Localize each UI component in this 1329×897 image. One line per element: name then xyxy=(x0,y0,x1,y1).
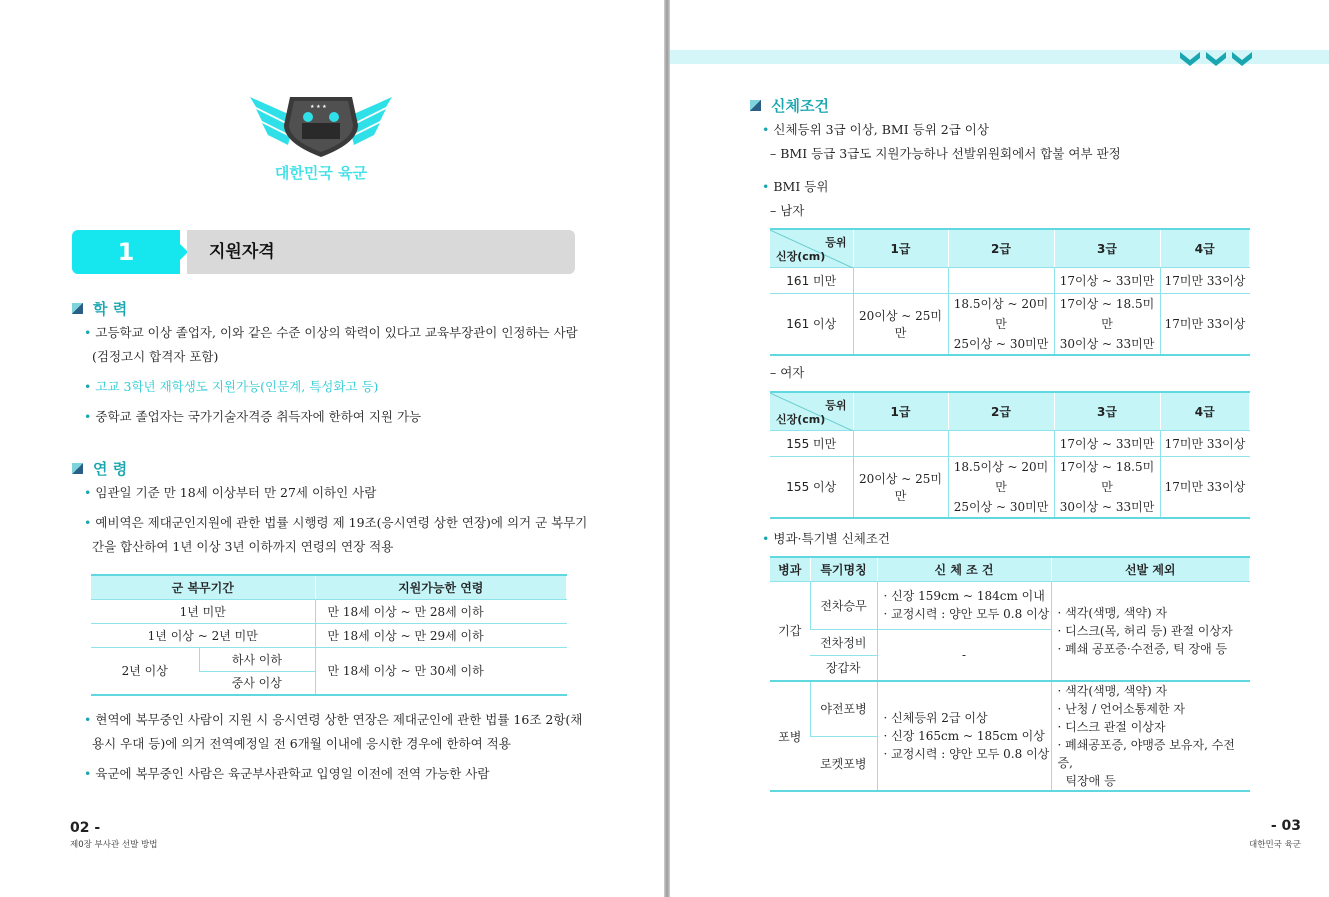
section-marker-icon xyxy=(750,100,761,111)
table-row: 기갑 전차승무 · 신장 159cm ~ 184cm 이내 · 교정시력 : 양안 모두 0.8 이상 · 색각(색맹, 색약) 자 · 디스크(목, 허리 등) 관절 이상자 · 폐쇄 공포증·수전증, 틱 장애 등 xyxy=(770,581,1250,629)
section-marker-icon xyxy=(72,303,83,314)
table-row: 1년 이상 ~ 2년 미만 만 18세 이상 ~ 만 29세 이하 xyxy=(91,623,567,647)
table-header: 2급 xyxy=(948,392,1054,430)
table-header: 2급 xyxy=(948,229,1054,267)
table-header: 특기명칭 xyxy=(810,557,877,581)
age-item-1: • 임관일 기준 만 18세 이상부터 만 27세 이하인 사람 xyxy=(84,485,377,500)
education-item-2: • 고교 3학년 재학생도 지원가능(인문계, 특성화고 등) xyxy=(84,379,379,394)
table-row: 포병 야전포병 · 신체등위 2급 이상 · 신장 165cm ~ 185cm 이상 · 교정시력 : 양안 모두 0.8 이상 · 색각(색맹, 색약) 자 · 난청 / 언어소통제한 자 · 디스크 관절 이상자 · 폐쇄공포증, 야맹증 보유자, 수전증, 틱장애 등 xyxy=(770,681,1250,736)
body-line-1: • 신체등위 3급 이상, BMI 등위 2급 이상 xyxy=(762,122,989,137)
education-item-1-cont: (검정고시 합격자 포함) xyxy=(92,349,219,364)
cond-label: • 병과·특기별 신체조건 xyxy=(762,531,890,546)
diag-header: 등위 신장(cm) xyxy=(770,392,853,430)
section-body-heading: 신체조건 xyxy=(750,95,829,116)
chapter-number: 1 xyxy=(72,230,180,274)
bmi-label: • BMI 등위 xyxy=(762,179,829,194)
table-row: 155 이상 20이상 ~ 25미만 18.5이상 ~ 20미만 25이상 ~ 30미만 17이상 ~ 18.5미만 30이상 ~ 33미만 17미만 33이상 xyxy=(770,456,1250,518)
body-line-2: – BMI 등급 3급도 지원가능하나 선발위원회에서 합불 여부 판정 xyxy=(770,146,1121,161)
table-row: 중사 이상 xyxy=(91,671,567,695)
logo-caption: 대한민국 육군 xyxy=(274,164,368,182)
section-marker-icon xyxy=(72,463,83,474)
table-header: 선발 제외 xyxy=(1051,557,1250,581)
table-header: 3급 xyxy=(1054,392,1160,430)
table-row: 2년 이상 하사 이하 만 18세 이상 ~ 만 30세 이하 xyxy=(91,647,567,671)
section-age-heading: 연 령 xyxy=(72,458,127,479)
table-row: 155 미만 17이상 ~ 33미만 17미만 33이상 xyxy=(770,430,1250,456)
table-header: 4급 xyxy=(1160,229,1250,267)
table-row: 1년 미만 만 18세 이상 ~ 만 28세 이하 xyxy=(91,599,567,623)
table-row: 161 이상 20이상 ~ 25미만 18.5이상 ~ 20미만 25이상 ~ 30미만 17이상 ~ 18.5미만 30이상 ~ 33미만 17미만 33이상 xyxy=(770,293,1250,355)
section-education-heading: 학 력 xyxy=(72,298,127,319)
right-page xyxy=(670,0,1329,897)
age-item-4: • 육군에 복무중인 사람은 육군부사관학교 입영일 이전에 전역 가능한 사람 xyxy=(84,766,490,781)
page-number-right: - 03 xyxy=(1270,818,1301,834)
chevron-ornament-icon xyxy=(1180,48,1252,66)
footer-text-left: 제0장 부사관 선발 방법 xyxy=(70,840,158,850)
footer-text-right: 대한민국 육군 xyxy=(1249,840,1301,850)
education-item-3: • 중학교 졸업자는 국가기술자격증 취득자에 한하여 지원 가능 xyxy=(84,409,422,424)
table-header: 1급 xyxy=(853,229,948,267)
age-item-2: • 예비역은 제대군인지원에 관한 법률 시행령 제 19조(응시연령 상한 연장)에 의거 군 복무기 xyxy=(84,515,588,530)
table-header: 1급 xyxy=(853,392,948,430)
age-item-3: • 현역에 복무중인 사람이 지원 시 응시연령 상한 연장은 제대군인에 관한 법률 16조 2항(채 xyxy=(84,712,583,727)
bmi-male-table xyxy=(770,228,1250,356)
specialty-condition-table xyxy=(770,556,1250,792)
bmi-female-table xyxy=(770,391,1250,519)
army-emblem-icon xyxy=(250,95,392,157)
page-number-left: 02 - xyxy=(70,820,101,836)
table-header: 병과 xyxy=(770,557,810,581)
male-label: – 남자 xyxy=(770,203,805,218)
service-period-table xyxy=(91,574,567,696)
education-item-1: • 고등학교 이상 졸업자, 이와 같은 수준 이상의 학력이 있다고 교육부장관이 인정하는 사람 xyxy=(84,325,578,340)
table-header: 신 체 조 건 xyxy=(877,557,1051,581)
age-item-2-cont: 간을 합산하여 1년 이상 3년 이하까지 연령의 연장 적용 xyxy=(92,539,394,554)
diag-header: 등위 신장(cm) xyxy=(770,229,853,267)
left-page xyxy=(0,0,664,897)
table-row: 로켓포병 xyxy=(770,736,1250,791)
age-item-3-cont: 용시 우대 등)에 의거 전역예정일 전 6개월 이내에 응시한 경우에 한하여 적용 xyxy=(92,736,511,751)
table-header: 군 복무기간 xyxy=(91,575,315,599)
female-label: – 여자 xyxy=(770,365,805,380)
table-header: 지원가능한 연령 xyxy=(315,575,567,599)
table-row: 전차정비 - xyxy=(770,629,1250,655)
table-row: 161 미만 17이상 ~ 33미만 17미만 33이상 xyxy=(770,267,1250,293)
table-header: 4급 xyxy=(1160,392,1250,430)
svg-text:★ ★ ★: ★ ★ ★ xyxy=(310,104,327,110)
chapter-title: 지원자격 xyxy=(187,230,575,274)
table-row: 장갑차 xyxy=(770,655,1250,681)
table-header: 3급 xyxy=(1054,229,1160,267)
